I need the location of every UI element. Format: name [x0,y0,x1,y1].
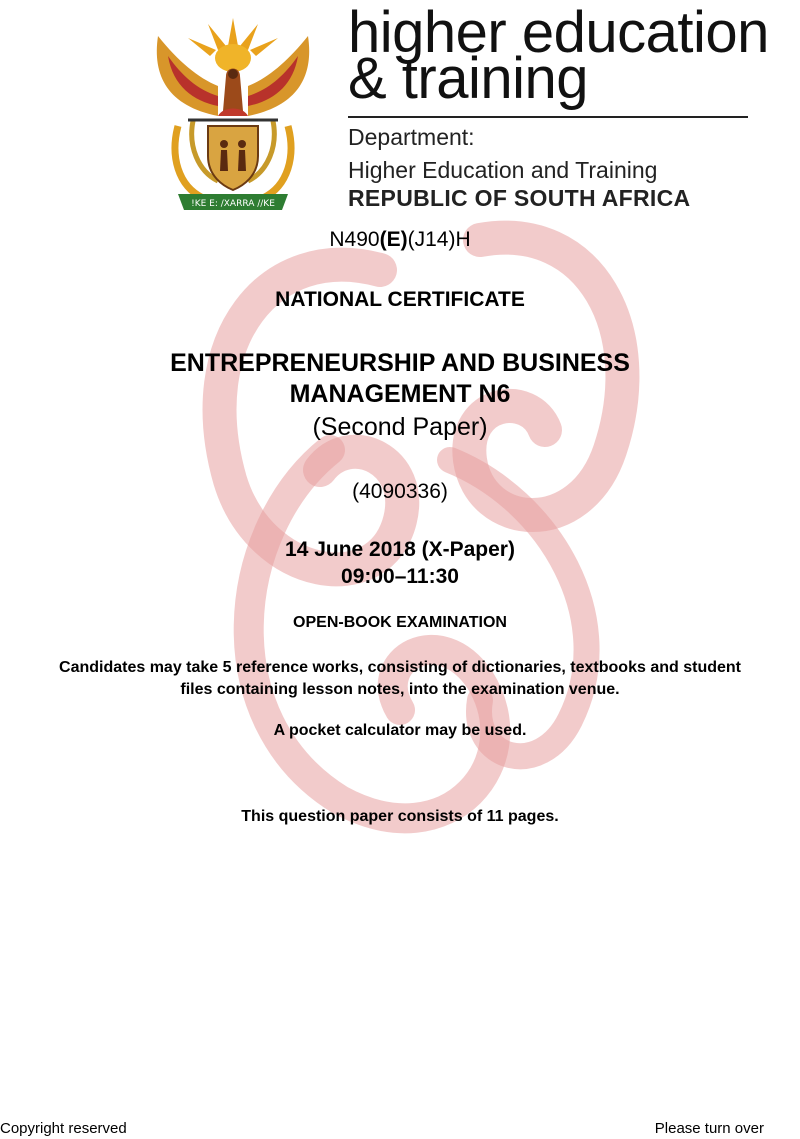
paper-code [0,228,800,252]
department-label: Department: [348,124,475,150]
department-full-name: Higher Education and Training [348,157,658,183]
exam-time: 09:00–11:30 [341,565,459,588]
footer-copyright: Copyright reserved [0,1120,127,1137]
paper-code-language: (E) [379,228,408,251]
instruction-line2: files containing lesson notes, into the examination venue. [180,681,620,698]
coat-of-arms-logo [148,16,318,212]
exam-date: 14 June 2018 (X-Paper) [285,538,515,561]
subject-code: (4090336) [352,480,448,503]
paper-name: (Second Paper) [312,413,488,441]
certificate-title: NATIONAL CERTIFICATE [275,288,525,311]
paper-code-prefix: N490 [329,228,380,251]
subject-title-line1: ENTREPRENEURSHIP AND BUSINESS [170,349,630,377]
department-name-line1: higher education [348,0,769,65]
subject-title [0,348,800,410]
exam-date-time [0,536,800,590]
department-name-line2: & training [348,46,589,111]
page-count-note: This question paper consists of 11 pages. [241,808,559,825]
paper-code-suffix: (J14)H [407,228,471,251]
calculator-note: A pocket calculator may be used. [273,722,527,739]
subject-title-line2: MANAGEMENT N6 [289,380,511,408]
department-header [348,0,769,212]
instruction-line1: Candidates may take 5 reference works, consisting of dictionaries, textbooks and student [59,659,741,676]
header-divider [348,116,748,118]
exam-type: OPEN-BOOK EXAMINATION [293,614,507,631]
footer-turn-over: Please turn over [654,1120,764,1137]
exam-instructions [0,657,800,701]
country-name: REPUBLIC OF SOUTH AFRICA [348,185,691,211]
crest-motto: !KE E: /XARRA //KE [191,199,275,209]
